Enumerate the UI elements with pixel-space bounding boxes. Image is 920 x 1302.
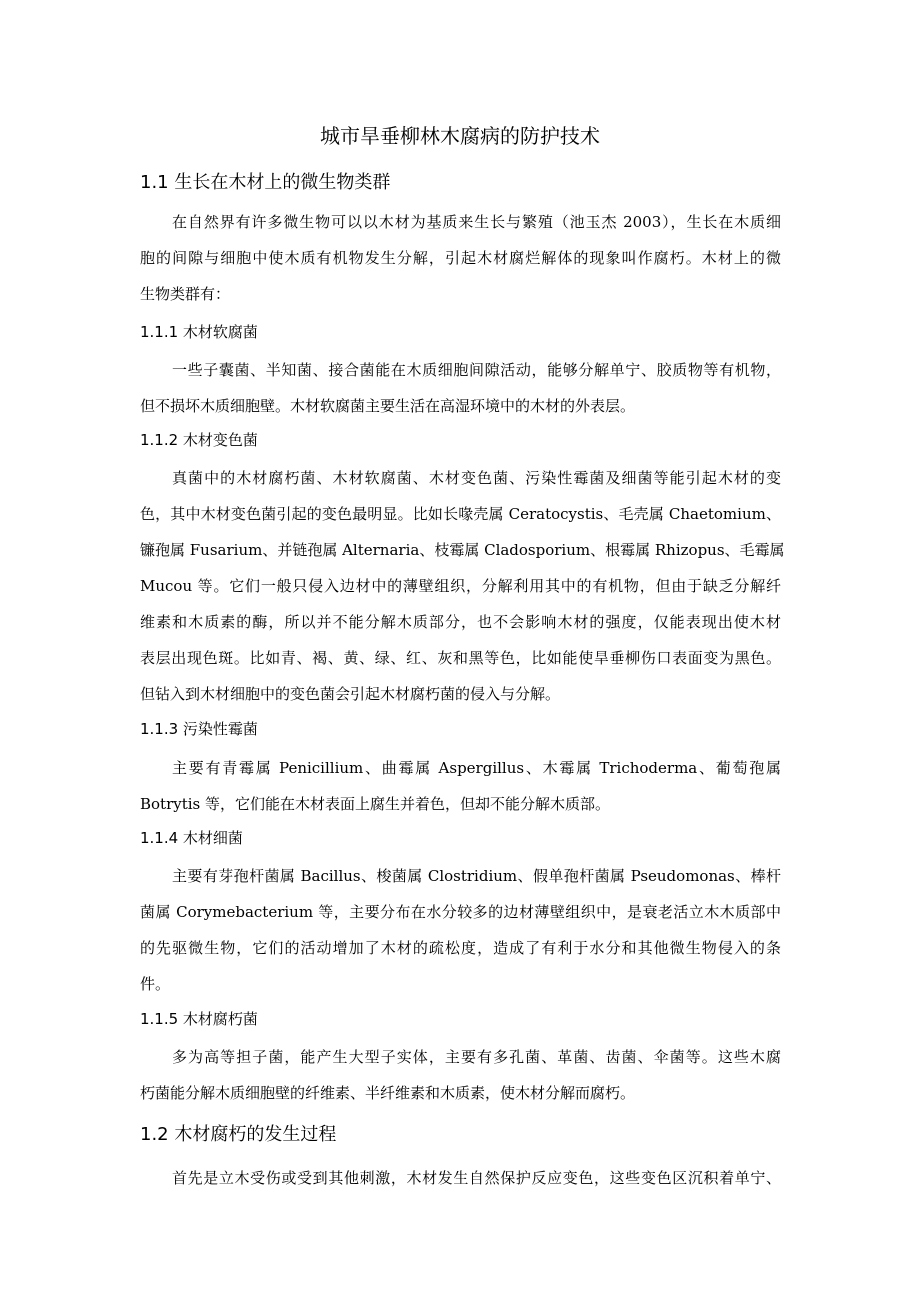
paragraph-1-1-3: [140, 750, 781, 822]
paragraph-1-1-5: [140, 1039, 781, 1111]
document-title: 城市旱垂柳林木腐病的防护技术: [320, 124, 600, 148]
paragraph-line: 在自然界有许多微生物可以以木材为基质来生长与繁殖（池玉杰 2003），生长在木质细: [172, 213, 781, 231]
heading-1-1-5: 1.1.5 木材腐朽菌: [140, 1010, 258, 1028]
paragraph-1-1-2: [140, 460, 785, 712]
paragraph-line: 主要有芽孢杆菌属 Bacillus、梭菌属 Clostridium、假单孢杆菌属 Pseudomonas、棒杆: [172, 867, 781, 885]
paragraph-line: 的先驱微生物，它们的活动增加了木材的疏松度，造成了有利于水分和其他微生物侵入的条: [140, 939, 781, 957]
paragraph-1-1-1: [140, 352, 781, 424]
paragraph-1-1-4: [140, 858, 781, 1002]
heading-1-1-3: 1.1.3 污染性霉菌: [140, 720, 258, 738]
paragraph-line: 维素和木质素的酶，所以并不能分解木质部分，也不会影响木材的强度，仅能表现出使木材: [140, 613, 781, 631]
paragraph-line: 菌属 Corymebacterium 等，主要分布在水分较多的边材薄壁组织中，是衰老活立木木质部中: [140, 903, 781, 921]
heading-1-1-4: 1.1.4 木材细菌: [140, 829, 243, 847]
paragraph-line: 一些子囊菌、半知菌、接合菌能在木质细胞间隙活动，能够分解单宁、胶质物等有机物，: [172, 361, 781, 379]
paragraph-line: Mucou 等。它们一般只侵入边材中的薄壁组织，分解利用其中的有机物，但由于缺乏分解纤: [140, 577, 781, 595]
paragraph-line: 色，其中木材变色菌引起的变色最明显。比如长喙壳属 Ceratocystis、毛壳属 Chaetomium、: [140, 505, 781, 523]
paragraph-line: 件。: [140, 975, 171, 993]
paragraph-line: Botrytis 等，它们能在木材表面上腐生并着色，但却不能分解木质部。: [140, 795, 611, 813]
paragraph-line: 但钻入到木材细胞中的变色菌会引起木材腐朽菌的侵入与分解。: [140, 685, 561, 703]
heading-1-1: 1.1 生长在木材上的微生物类群: [140, 172, 391, 193]
paragraph-1-1: [140, 204, 781, 312]
paragraph-line: 朽菌能分解木质细胞壁的纤维素、半纤维素和木质素，使木材分解而腐朽。: [140, 1084, 636, 1102]
paragraph-line: 胞的间隙与细胞中使木质有机物发生分解，引起木材腐烂解体的现象叫作腐朽。木材上的微: [140, 249, 781, 267]
paragraph-1-2: [140, 1160, 781, 1196]
paragraph-line: 首先是立木受伤或受到其他刺激，木材发生自然保护反应变色，这些变色区沉积着单宁、: [172, 1169, 781, 1187]
paragraph-line: 主要有青霉属 Penicillium、曲霉属 Aspergillus、木霉属 Trichoderma、葡萄孢属: [172, 759, 781, 777]
heading-1-2: 1.2 木材腐朽的发生过程: [140, 1124, 337, 1145]
paragraph-line: 多为高等担子菌，能产生大型子实体，主要有多孔菌、革菌、齿菌、伞菌等。这些木腐: [172, 1048, 781, 1066]
paragraph-line: 真菌中的木材腐朽菌、木材软腐菌、木材变色菌、污染性霉菌及细菌等能引起木材的变: [172, 469, 781, 487]
heading-1-1-2: 1.1.2 木材变色菌: [140, 431, 258, 449]
paragraph-line: 但不损坏木质细胞壁。木材软腐菌主要生活在高湿环境中的木材的外表层。: [140, 397, 636, 415]
paragraph-line: 生物类群有：: [140, 285, 231, 303]
paragraph-line: 镰孢属 Fusarium、并链孢属 Alternaria、枝霉属 Cladosporium、根霉属 Rhizopus、毛霉属: [140, 541, 785, 559]
heading-1-1-1: 1.1.1 木材软腐菌: [140, 323, 258, 341]
paragraph-line: 表层出现色斑。比如青、褐、黄、绿、红、灰和黑等色，比如能使旱垂柳伤口表面变为黑色。: [140, 649, 781, 667]
